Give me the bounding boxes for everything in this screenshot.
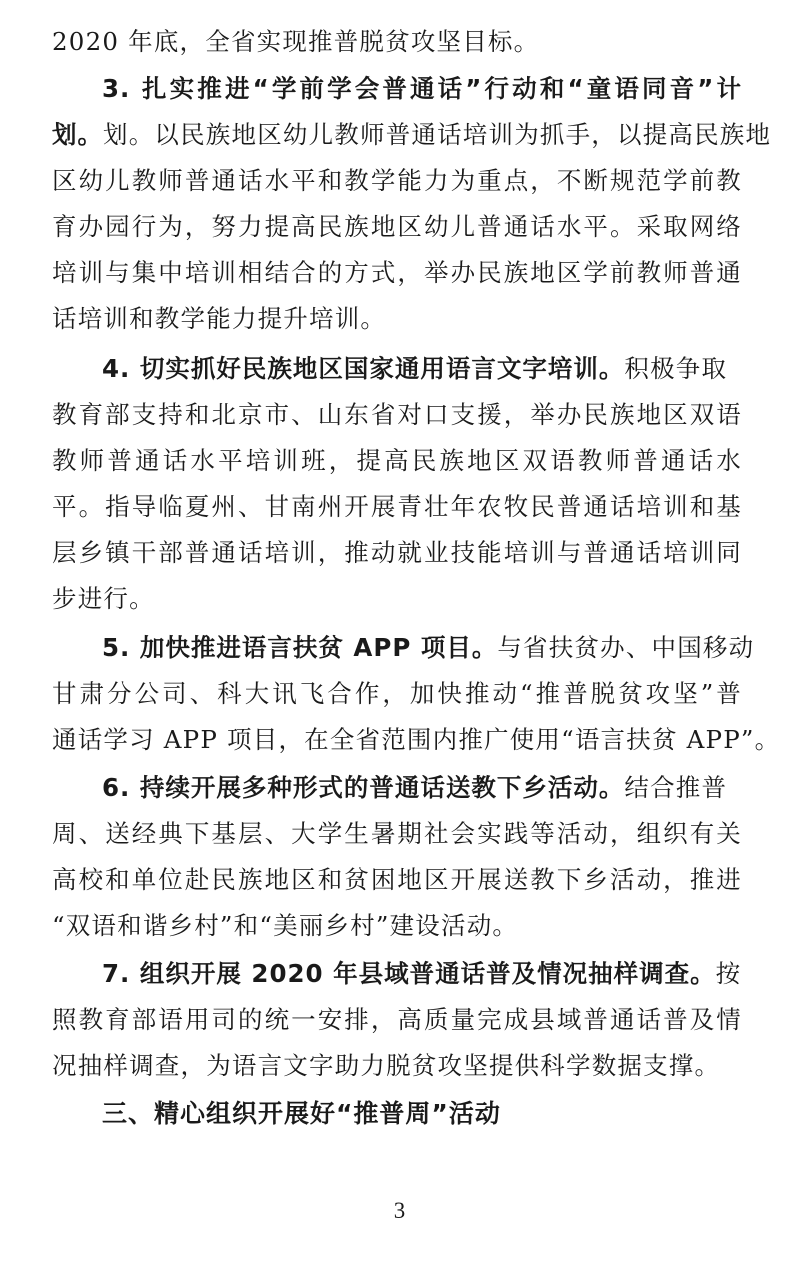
paragraph-line: 教师普通话水平培训班，提高民族地区双语教师普通话水 <box>52 446 742 475</box>
item-3-heading-end: 划。 <box>52 120 103 149</box>
item-4-line-1 <box>102 354 742 384</box>
paragraph-line: 周、送经典下基层、大学生暑期社会实践等活动，组织有关 <box>52 819 742 848</box>
paragraph-line: 教育部支持和北京市、山东省对口支援，举办民族地区双语 <box>52 400 742 429</box>
paragraph-line: 步进行。 <box>52 584 155 613</box>
paragraph-line: 话培训和教学能力提升培训。 <box>52 304 387 333</box>
item-6-line-1 <box>102 773 742 803</box>
paragraph-line: 培训与集中培训相结合的方式，举办民族地区学前教师普通 <box>52 258 742 287</box>
paragraph-line: 平。指导临夏州、甘南州开展青壮年农牧民普通话培训和基 <box>52 492 742 521</box>
paragraph-line: 高校和单位赴民族地区和贫困地区开展送教下乡活动，推进 <box>52 865 742 894</box>
item-7-text: 按 <box>715 959 742 988</box>
paragraph-line: 层乡镇干部普通话培训，推动就业技能培训与普通话培训同 <box>52 538 742 567</box>
item-5-heading: 5. 加快推进语言扶贫 APP 项目。 <box>102 633 498 662</box>
item-7-heading: 7. 组织开展 2020 年县域普通话普及情况抽样调查。 <box>102 959 716 988</box>
item-7-line-1 <box>102 959 742 989</box>
page-number: 3 <box>393 1198 406 1223</box>
paragraph-line: 划。以民族地区幼儿教师普通话培训为抓手，以提高民族地 <box>103 120 772 149</box>
paragraph-line: 况抽样调查，为语言文字助力脱贫攻坚提供科学数据支撑。 <box>52 1051 721 1080</box>
item-3-heading: 3. 扎实推进“学前学会普通话”行动和“童语同音”计 <box>102 74 742 103</box>
paragraph-line: 2020 年底，全省实现推普脱贫攻坚目标。 <box>52 27 540 56</box>
item-4-heading: 4. 切实抓好民族地区国家通用语言文字培训。 <box>102 354 625 383</box>
paragraph-line: 甘肃分公司、科大讯飞合作，加快推动“推普脱贫攻坚”普 <box>52 679 742 708</box>
paragraph-line: 通话学习 APP 项目，在全省范围内推广使用“语言扶贫 APP”。 <box>52 725 781 754</box>
item-5-line-1 <box>102 633 755 663</box>
paragraph-line: 育办园行为，努力提高民族地区幼儿普通话水平。采取网络 <box>52 212 742 241</box>
paragraph-line: “双语和谐乡村”和“美丽乡村”建设活动。 <box>52 911 519 940</box>
paragraph-line: 区幼儿教师普通话水平和教学能力为重点，不断规范学前教 <box>52 166 742 195</box>
section-heading: 三、精心组织开展好“推普周”活动 <box>102 1099 501 1128</box>
item-6-text: 结合推普 <box>624 773 728 802</box>
paragraph-line: 照教育部语用司的统一安排，高质量完成县域普通话普及情 <box>52 1005 742 1034</box>
item-3-line-1 <box>52 120 772 150</box>
item-5-text: 与省扶贫办、中国移动 <box>497 633 755 662</box>
item-6-heading: 6. 持续开展多种形式的普通话送教下乡活动。 <box>102 773 625 802</box>
item-4-text: 积极争取 <box>624 354 728 383</box>
